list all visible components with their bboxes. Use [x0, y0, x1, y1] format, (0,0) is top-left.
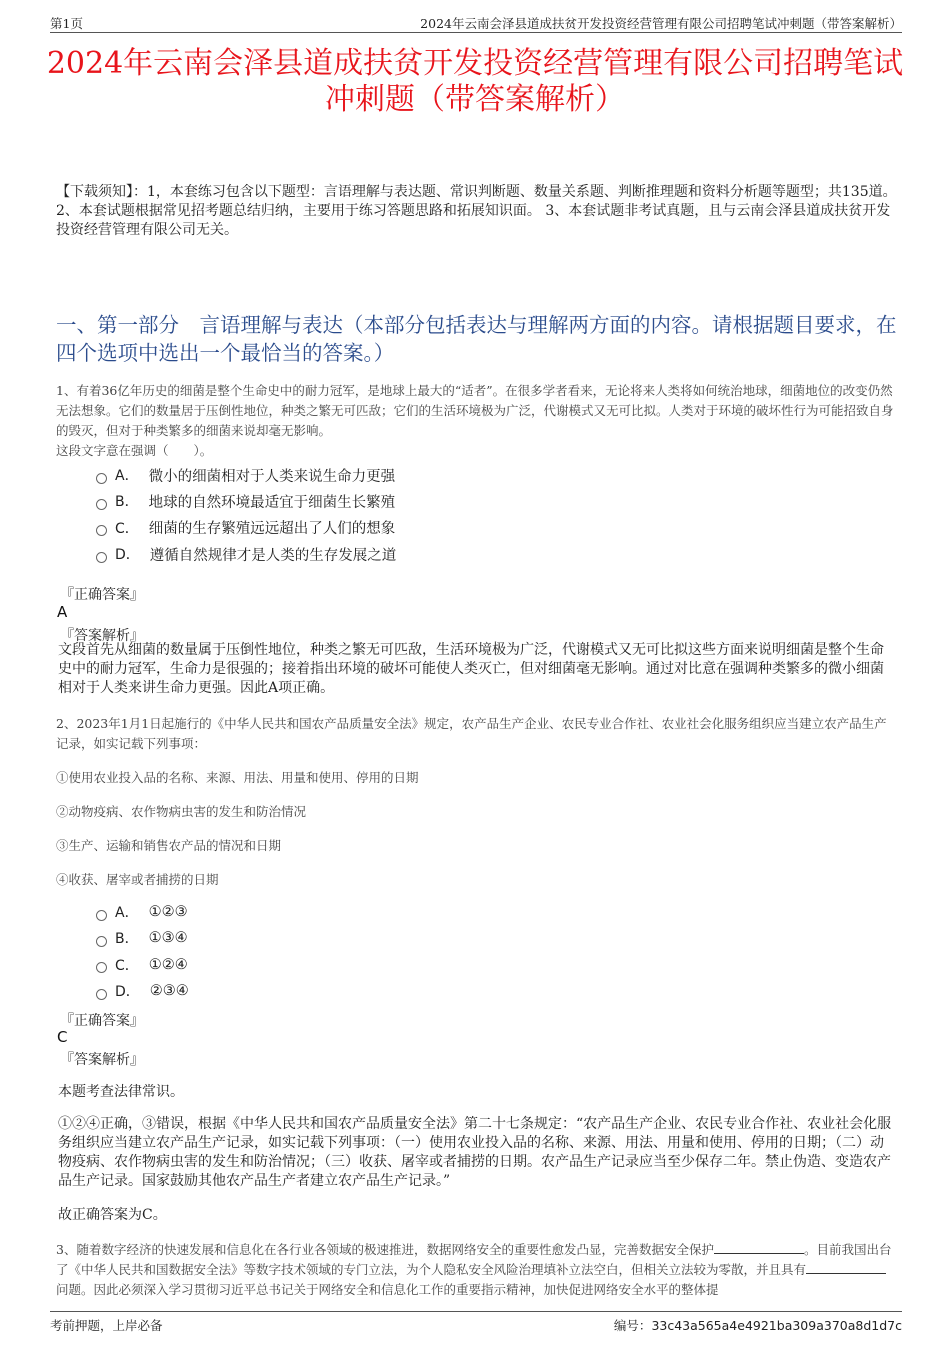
question-2-options	[96, 899, 189, 1004]
fill-blank-2[interactable]	[806, 1261, 886, 1274]
answer-value: A	[57, 603, 68, 621]
answer-value: C	[57, 1028, 68, 1046]
page-title: 2024年云南会泽县道成扶贫开发投资经营管理有限公司招聘笔试冲刺题（带答案解析）	[46, 46, 904, 117]
page-number: 第1页	[50, 16, 83, 31]
option-b[interactable]: B． 地球的自然环境最适宜于细菌生长繁殖	[96, 488, 396, 514]
question-1-prompt: 这段文字意在强调（ ）。	[56, 443, 213, 458]
question-3-stem: 3、随着数字经济的快速发展和信息化在各行业各领域的极速推进，数据网络安全的重要性愈发凸显，完善数据安全保护 。目前我国出台了《中华人民共和国数据安全法》等数字技术领域的专门立法，为个人隐私安全风险治理填补立法空白，但相关立法较为零散，并且具有问题。因此必须深入学习贯彻习近平总书记关于网络安全和信息化工作的重要指示精神，加快促进网络安全水平的整体提	[56, 1242, 892, 1297]
question-1-stem: 1、有着36亿年历史的细菌是整个生命史中的耐力冠军，是地球上最大的“适者”。在很多学者看来，无论将来人类将如何统治地球，细菌地位的改变仍然无法想象。它们的数量居于压倒性地位，种类之繁无可匹敌；它们的生活环境极为广泛，代谢模式又无可比拟。人类对于环境的破坏性行为可能招致自身的毁灭，但对于种类繁多的细菌来说却毫无影响。	[56, 383, 894, 438]
radio-icon[interactable]	[96, 962, 107, 973]
page-header	[50, 12, 902, 33]
option-d[interactable]: D． ②③④	[96, 978, 189, 1004]
radio-icon[interactable]	[96, 552, 107, 563]
header-doc-title: 2024年云南会泽县道成扶贫开发投资经营管理有限公司招聘笔试冲刺题（带答案解析）	[420, 16, 902, 31]
option-b[interactable]: B． ①③④	[96, 925, 189, 951]
section-heading: 一、第一部分 言语理解与表达（本部分包括表达与理解两方面的内容。请根据题目要求，在四个选项中选出一个最恰当的答案。）	[56, 313, 897, 365]
option-d[interactable]: D． 遵循自然规律才是人类的生存发展之道	[96, 541, 396, 567]
radio-icon[interactable]	[96, 989, 107, 1000]
analysis-label: 『答案解析』	[60, 628, 144, 644]
option-c[interactable]: C． ①②④	[96, 952, 189, 978]
question-1-options	[96, 462, 396, 567]
radio-icon[interactable]	[96, 473, 107, 484]
fill-blank-1[interactable]	[714, 1241, 804, 1254]
question-2-item: ③生产、运输和销售农产品的情况和日期	[56, 838, 282, 853]
question-2-item: ④收获、屠宰或者捕捞的日期	[56, 872, 219, 887]
question-2-stem: 2、2023年1月1日起施行的《中华人民共和国农产品质量安全法》规定，农产品生产企业、农民专业合作社、农业社会化服务组织应当建立农产品生产记录，如实记载下列事项：	[56, 716, 887, 751]
radio-icon[interactable]	[96, 910, 107, 921]
question-2-item: ②动物疫病、农作物病虫害的发生和防治情况	[56, 804, 307, 819]
question-2-item: ①使用农业投入品的名称、来源、用法、用量和使用、停用的日期	[56, 770, 419, 785]
footer-slogan: 考前押题，上岸必备	[50, 1318, 163, 1333]
option-a[interactable]: A． ①②③	[96, 899, 189, 925]
option-c[interactable]: C． 细菌的生存繁殖远远超出了人们的想象	[96, 515, 396, 541]
download-notice: 【下载须知】：1，本套练习包含以下题型：言语理解与表达题、常识判断题、数量关系题、判断推理题和资料分析题等题型；共135道。 2、本套试题根据常见招考题总结归纳，主要用于练习答题思路和拓展知识面。 3、本套试题非考试真题，且与云南会泽县道成扶贫开发投资经营管理有限公司无关。	[56, 184, 897, 238]
radio-icon[interactable]	[96, 936, 107, 947]
radio-icon[interactable]	[96, 525, 107, 536]
footer-code: 编号：33c43a565a4e4921ba309a370a8d1d7c	[613, 1318, 902, 1333]
question-2-analysis: ①②④正确，③错误，根据《中华人民共和国农产品质量安全法》第二十七条规定：“农产品生产企业、农民专业合作社、农业社会化服务组织应当建立农产品生产记录，如实记载下列事项：（一）使用农业投入品的名称、来源、用法、用量和使用、停用的日期；（二）动物疫病、农作物病虫害的发生和防治情况；（三）收获、屠宰或者捕捞的日期。农产品生产记录应当至少保存二年。禁止伪造、变造农产品生产记录。国家鼓励其他农产品生产者建立农产品生产记录。”	[58, 1116, 892, 1189]
option-a[interactable]: A． 微小的细菌相对于人类来说生命力更强	[96, 462, 396, 488]
question-1-analysis: 文段首先从细菌的数量属于压倒性地位，种类之繁无可匹敌，生活环境极为广泛，代谢模式又无可比拟这些方面来说明细菌是整个生命史中的耐力冠军，生命力是很强的；接着指出环境的破坏可能使人类灭亡，但对细菌毫无影响。通过对比意在强调种类繁多的微小细菌相对于人类来讲生命力更强。因此A项正确。	[58, 642, 884, 696]
question-2-conclusion: 故正确答案为C。	[58, 1207, 167, 1223]
question-2-analysis-intro: 本题考查法律常识。	[58, 1084, 184, 1100]
answer-label: 『正确答案』	[60, 1013, 144, 1029]
page-footer	[50, 1311, 902, 1333]
answer-label: 『正确答案』	[60, 587, 144, 603]
radio-icon[interactable]	[96, 499, 107, 510]
analysis-label: 『答案解析』	[60, 1052, 144, 1068]
